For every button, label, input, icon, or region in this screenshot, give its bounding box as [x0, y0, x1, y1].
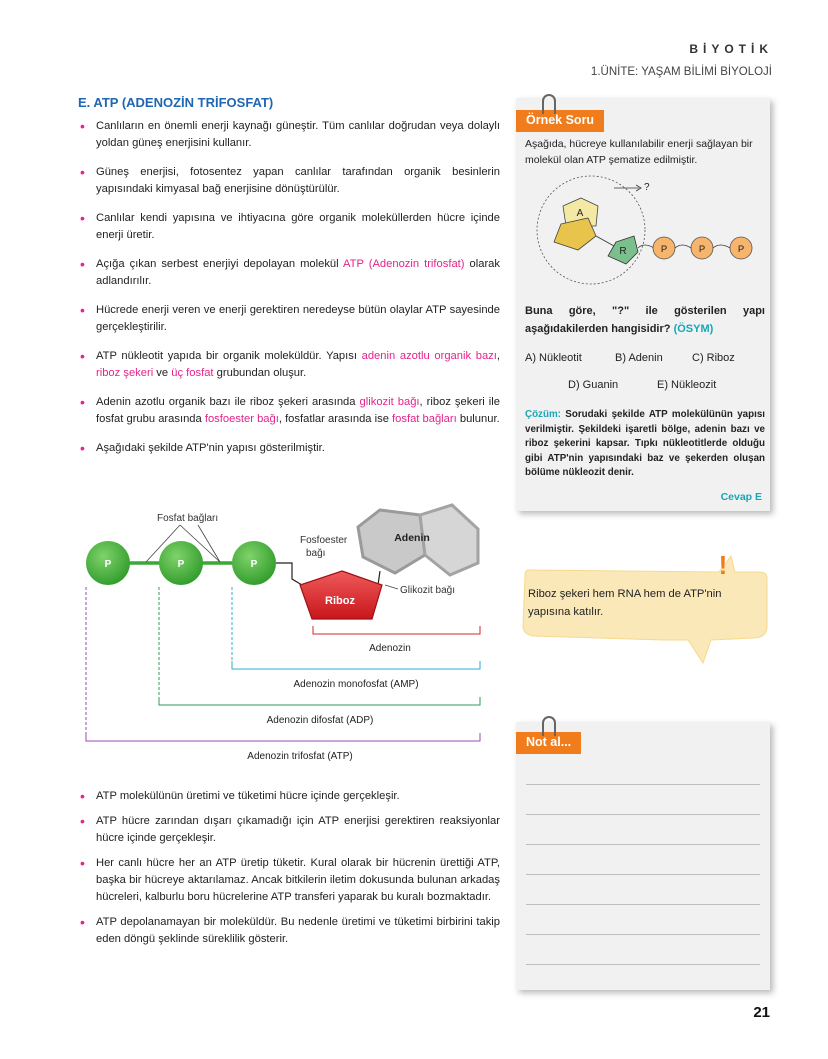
- option-e[interactable]: E) Nükleozit: [657, 379, 717, 391]
- svg-text:P: P: [660, 244, 668, 255]
- notes-box: [516, 722, 770, 990]
- bullet-item: • ATP hücre zarından dışarı çıkamadığı için ATP enerjisi gerektiren reaksiyonlar hücre içinde gerçekleşir.: [80, 813, 500, 847]
- question-text: Buna göre, "?" ile gösterilen yapı aşağıdakilerden hangisidir? (ÖSYM): [525, 305, 765, 335]
- bullet-item: • Canlılar kendi yapısına ve ihtiyacına göre organik moleküllerden hücre içinde enerji üretir.: [80, 210, 500, 244]
- book-brand: BİYOTİK: [689, 42, 773, 56]
- bullet-list-bottom: [80, 788, 500, 956]
- adenosine-label: Adenozin: [369, 643, 411, 654]
- phosphate-3: [232, 541, 276, 585]
- phosphate-2: [159, 541, 203, 585]
- note-line: [526, 844, 760, 845]
- svg-text:Adenin: Adenin: [394, 532, 430, 544]
- phosphate-bonds-label: Fosfat bağları: [157, 513, 219, 524]
- bullet-item: • Açığa çıkan serbest enerjiyi depolayan molekül ATP (Adenozin trifosfat) olarak adlandırılır.: [80, 256, 500, 290]
- example-question-card: [516, 98, 770, 511]
- bullet-list-top: [80, 118, 500, 469]
- amp-label: Adenozin monofosfat (AMP): [293, 679, 419, 690]
- highlight-term: glikozit bağı: [359, 396, 420, 408]
- ribose-sugar: [300, 571, 382, 619]
- bullet-item: • ATP depolanamayan bir moleküldür. Bu nedenle üretimi ve tüketimi birbirini takip eden döngü şeklinde süreklilik gösterir.: [80, 914, 500, 948]
- option-a[interactable]: A) Nükleotit: [525, 352, 582, 364]
- adp-label: Adenozin difosfat (ADP): [266, 715, 374, 726]
- example-tab: Örnek Soru: [516, 110, 604, 132]
- question-mark-label: ?: [644, 182, 650, 193]
- svg-text:P: P: [177, 559, 185, 570]
- bullet-item: • Güneş enerjisi, fotosentez yapan canlılar tarafından organik besinlerin yapısındaki kimyasal bağ enerjisine dönüştürülür.: [80, 164, 500, 198]
- bullet-item: • ATP molekülünün üretimi ve tüketimi hücre içinde gerçekleşir.: [80, 788, 500, 805]
- highlight-term: ATP (Adenozin trifosfat): [343, 258, 465, 270]
- bullet-item: • Hücrede enerji veren ve enerji gerektiren neredeyse bütün olaylar ATP sayesinde gerçekleştirilir.: [80, 302, 500, 336]
- svg-text:A: A: [576, 208, 584, 219]
- phosphate-1: [86, 541, 130, 585]
- note-line: [526, 904, 760, 905]
- atp-label: Adenozin trifosfat (ATP): [247, 751, 353, 762]
- atp-schema-figure: [516, 170, 770, 292]
- option-d[interactable]: D) Guanin: [568, 379, 619, 391]
- bullet-item: • Adenin azotlu organik bazı ile riboz şekeri arasında glikozit bağı, riboz şekeri ile fosfat grubu arasında fosfoester bağı, fosfatlar arasında ise fosfat bağları bulunur.: [80, 394, 500, 428]
- paperclip-icon: [542, 716, 556, 736]
- highlight-term: fosfat bağları: [392, 413, 457, 425]
- base-shape: [554, 218, 596, 250]
- highlight-term: adenin azotlu organik bazı: [361, 350, 497, 362]
- adenine-molecule: [358, 505, 478, 575]
- question-intro: Aşağıda, hücreye kullanılabilir enerji sağlayan bir molekül olan ATP şematize edilmiştir.: [525, 138, 753, 166]
- unit-title: 1.ÜNİTE: YAŞAM BİLİMİ BİYOLOJİ: [590, 66, 772, 78]
- answer-label: Cevap E: [720, 491, 762, 503]
- svg-text:P: P: [737, 244, 745, 255]
- paperclip-icon: [542, 94, 556, 114]
- highlight-term: fosfoester bağı: [204, 413, 279, 425]
- note-line: [526, 784, 760, 785]
- highlight-term: riboz şekeri: [96, 367, 154, 379]
- svg-text:Riboz: Riboz: [325, 595, 355, 607]
- fosfoester-label: Fosfoester: [300, 535, 348, 546]
- bullet-item: • ATP nükleotit yapıda bir organik moleküldür. Yapısı adenin azotlu organik bazı, riboz şekeri ve üç fosfat grubundan oluşur.: [80, 348, 500, 382]
- svg-text:P: P: [104, 559, 112, 570]
- fosfoester-label-2: bağı: [306, 548, 326, 559]
- page-number: 21: [753, 1004, 770, 1021]
- svg-text:P: P: [698, 244, 706, 255]
- note-line: [526, 934, 760, 935]
- exclamation-icon: !: [718, 550, 728, 580]
- option-b[interactable]: B) Adenin: [615, 352, 663, 364]
- notes-tab: Not al...: [516, 732, 581, 754]
- solution-text: Çözüm: Sorudaki şekilde ATP molekülünün yapısı verilmiştir. Şekildeki işaretli bölge, adenin bazı ve riboz şekerini kapsar. Tıpkı nükleotitlerde olduğu gibi ATP'nin yapısındaki baz ve şekerden oluşan bölüme nükleozit denir.: [525, 409, 765, 478]
- note-line: [526, 814, 760, 815]
- question-source: (ÖSYM): [673, 323, 714, 335]
- svg-text:P: P: [250, 559, 258, 570]
- bullet-item: • Canlıların en önemli enerji kaynağı güneştir. Tüm canlılar doğrudan veya dolaylı yoldan güneş enerjisini kullanır.: [80, 118, 500, 152]
- note-text: Riboz şekeri hem RNA hem de ATP'nin yapısına katılır.: [528, 588, 722, 618]
- note-line: [526, 874, 760, 875]
- atp-structure-diagram: [80, 505, 490, 775]
- glikozit-label: Glikozit bağı: [400, 585, 456, 596]
- option-c[interactable]: C) Riboz: [692, 352, 735, 364]
- highlight-term: üç fosfat: [171, 367, 214, 379]
- section-title: E. ATP (ADENOZİN TRİFOSFAT): [78, 95, 274, 110]
- svg-text:R: R: [619, 246, 627, 257]
- note-line: [526, 964, 760, 965]
- bullet-item: • Aşağıdaki şekilde ATP'nin yapısı gösterilmiştir.: [80, 440, 500, 457]
- bullet-item: • Her canlı hücre her an ATP üretip tüketir. Kural olarak bir hücrenin ürettiği ATP, başka bir hücreye aktarılamaz. Ancak bitkilerin iletim dokusunda bulunan arkadaş hücreleri, kalburlu boru hücrelerine ATP transferi yaparak bu kuralı bozmaktadır.: [80, 855, 500, 906]
